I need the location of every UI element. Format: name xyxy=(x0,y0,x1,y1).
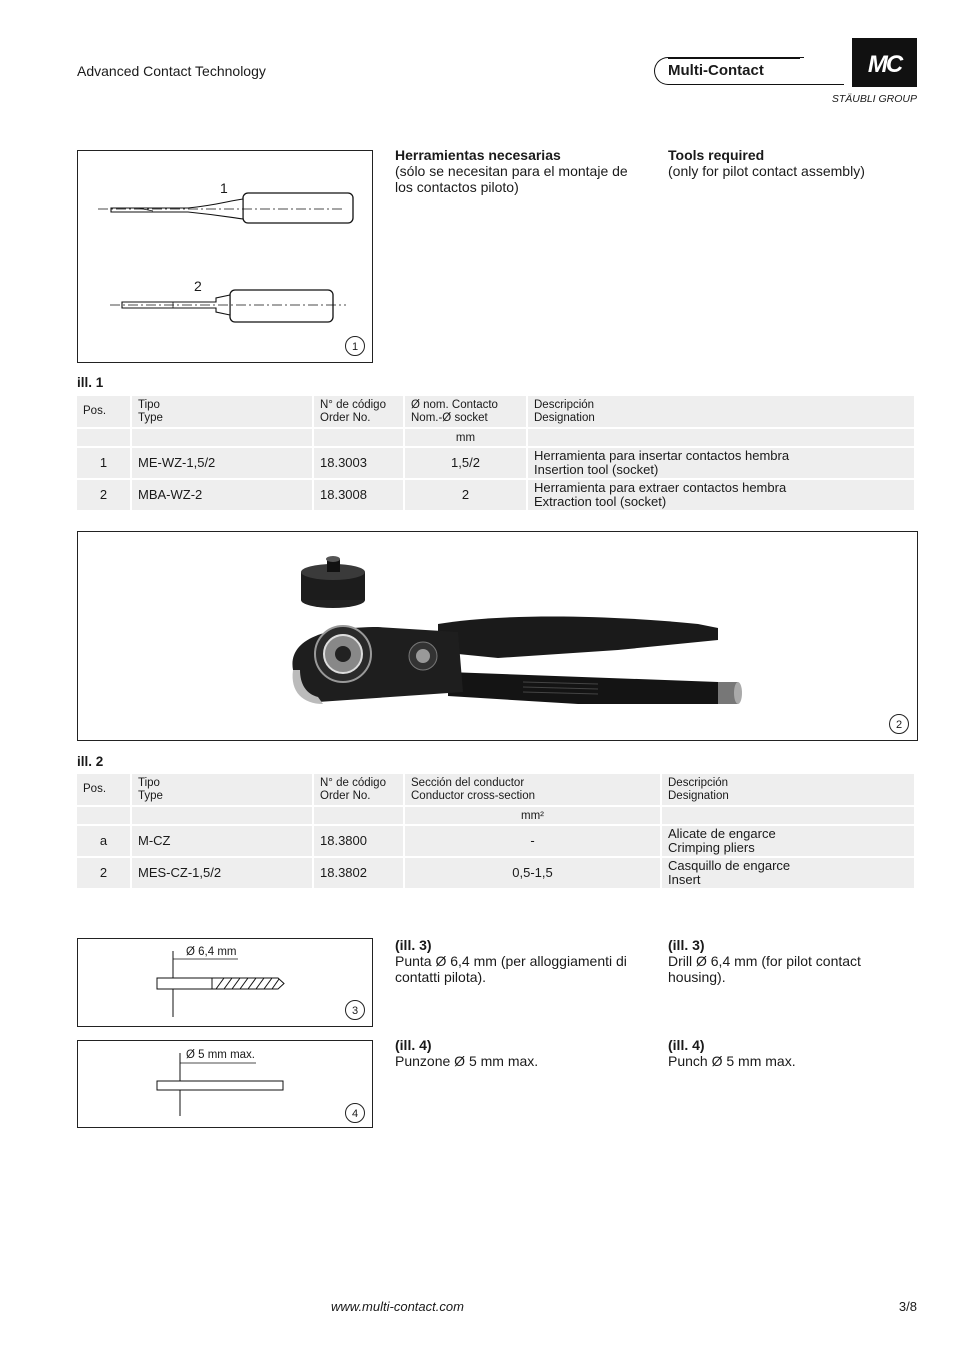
header-type: Tipo Type xyxy=(132,396,312,427)
ill4-text-en: (ill. 4) Punch Ø 5 mm max. xyxy=(668,1037,796,1069)
figure-punch xyxy=(77,1040,373,1128)
tools-es-title: Herramientas necesarias xyxy=(395,147,561,163)
header-pos: Pos. xyxy=(77,396,130,427)
figure-number-1: 1 xyxy=(345,336,365,356)
punch-diameter-label: Ø 5 mm max. xyxy=(186,1049,256,1061)
unit-label: mm xyxy=(405,429,526,446)
figure-crimping-pliers xyxy=(77,531,918,741)
header-diameter: Ø nom. Contacto Nom.-Ø socket xyxy=(405,396,526,427)
figure-number-2: 2 xyxy=(889,714,909,734)
brand-name: Multi-Contact xyxy=(668,62,764,79)
tools-en-text: (only for pilot contact assembly) xyxy=(668,163,865,179)
page-number: 3/8 xyxy=(898,1299,917,1314)
figure-drill xyxy=(77,938,373,1027)
caption-ill1: ill. 1 xyxy=(77,375,104,390)
caption-ill2: ill. 2 xyxy=(77,754,104,769)
ill3-text-it: (ill. 3) Punta Ø 6,4 mm (per alloggiamenti di contatti pilota). xyxy=(395,937,627,985)
tools-required-es xyxy=(395,147,645,195)
table-unit-row xyxy=(77,429,914,446)
crimping-pliers-drawing xyxy=(78,532,919,742)
crimping-table xyxy=(75,772,916,890)
figure-tools xyxy=(77,150,373,363)
header-cross-section: Sección del conductor Conductor cross-section xyxy=(405,774,660,805)
header-tagline: Advanced Contact Technology xyxy=(77,63,266,79)
tools-table xyxy=(75,394,916,512)
table-unit-row xyxy=(77,807,914,824)
mc-logo-text: MC xyxy=(867,51,902,78)
tools-es-text: (sólo se necesitan para el montaje de los contactos piloto) xyxy=(395,163,628,195)
footer-url[interactable]: www.multi-contact.com xyxy=(331,1299,464,1314)
tools-required-en xyxy=(668,147,918,179)
drill-diameter-label: Ø 6,4 mm xyxy=(186,946,237,958)
mc-logo xyxy=(852,38,917,87)
brand-badge xyxy=(654,57,844,85)
figure-number-3: 3 xyxy=(345,1000,365,1020)
table-header xyxy=(77,396,914,427)
table-row: 2 MBA-WZ-2 18.3008 2 Herramienta para extraer contactos hembra Extraction tool (socket) xyxy=(77,480,914,510)
tool-label-1: 1 xyxy=(220,180,228,196)
figure-number-4: 4 xyxy=(345,1103,365,1123)
table-row: 1 ME-WZ-1,5/2 18.3003 1,5/2 Herramienta para insertar contactos hembra Insertion tool (socket) xyxy=(77,448,914,478)
table-row: 2 MES-CZ-1,5/2 18.3802 0,5-1,5 Casquillo de engarce Insert xyxy=(77,858,914,888)
header-type: Tipo Type xyxy=(132,774,312,805)
tool-label-2: 2 xyxy=(194,278,202,294)
unit-label: mm² xyxy=(405,807,660,824)
group-name: STÄUBLI GROUP xyxy=(831,93,917,105)
header-pos: Pos. xyxy=(77,774,130,805)
table-header xyxy=(77,774,914,805)
tools-en-title: Tools required xyxy=(668,147,765,163)
ill4-text-it: (ill. 4) Punzone Ø 5 mm max. xyxy=(395,1037,539,1069)
header-designation: Descripción Designation xyxy=(662,774,914,805)
header-designation: Descripción Designation xyxy=(528,396,914,427)
header-order: N° de código Order No. xyxy=(314,774,403,805)
table-row: a M-CZ 18.3800 - Alicate de engarce Crimping pliers xyxy=(77,826,914,856)
header-order: N° de código Order No. xyxy=(314,396,403,427)
ill3-text-en: (ill. 3) Drill Ø 6,4 mm (for pilot contact housing). xyxy=(668,937,861,985)
